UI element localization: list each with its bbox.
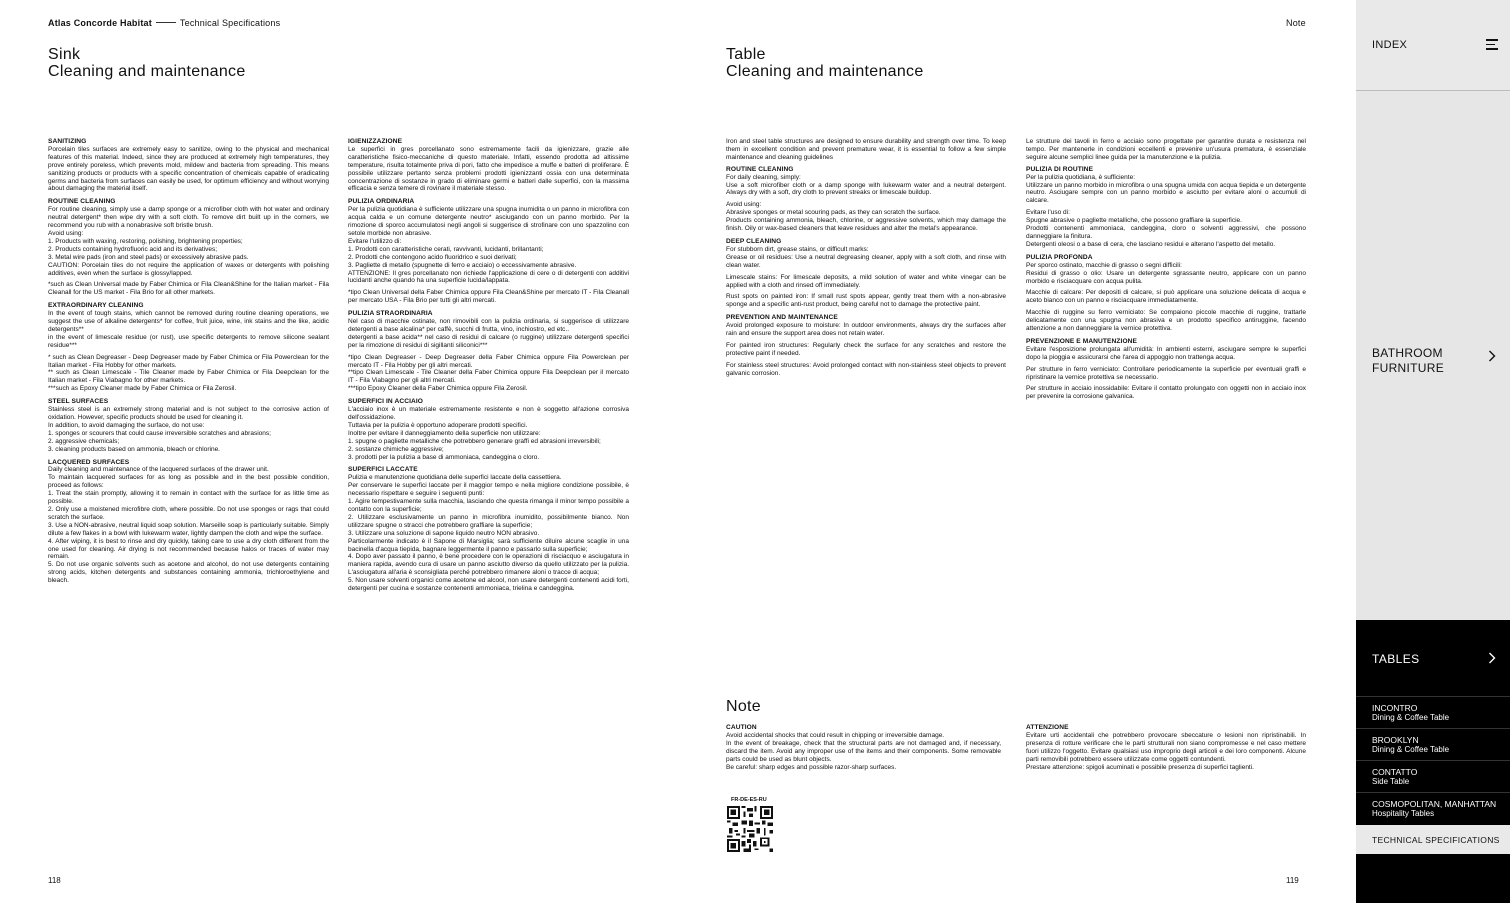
section-heading: PULIZIA DI ROUTINE	[1026, 165, 1094, 173]
text-line: Evitare l'uso di:	[1026, 209, 1070, 217]
text-line: *tipo Clean Degreaser - Deep Degreaser della Faber Chimica oppure Fila Powerclean per mercato IT - Fila Hobby per gli altri mercati.	[348, 353, 629, 369]
section-heading: PREVENTION AND MAINTENANCE	[726, 314, 838, 322]
bathroom-label-line2: FURNITURE	[1372, 361, 1445, 375]
index-button[interactable]	[1356, 0, 1510, 91]
note-title: Note	[726, 698, 761, 715]
paragraph	[1026, 346, 1306, 362]
text-line: Pulizia e manutenzione quotidiana delle superfici laccate della cassettiera.	[348, 474, 562, 482]
section	[1026, 166, 1306, 249]
sidebar-item-contatto[interactable]	[1356, 760, 1510, 792]
chevron-right-icon	[1488, 350, 1496, 362]
text-line: Avoid using:	[48, 229, 84, 237]
qr-code-icon[interactable]	[727, 806, 773, 852]
note-heading: CAUTION	[726, 724, 757, 731]
text-line: 3. Metal wire pads (iron and steel pads) or excessively abrasive pads.	[48, 253, 249, 261]
section	[48, 302, 329, 393]
text-line: **tipo Clean Limescale - Tile Cleaner della Faber Chimica oppure Fila Deepclean per il mercato IT - Fila Viabagno per gli altri mercati.	[348, 369, 629, 385]
text-line: 1. Prodotti con caratteristiche cerati, ravvivanti, lucidanti, brillantanti;	[348, 245, 544, 253]
text-line: Stainless steel is an extremely strong material and is not subject to the corrosive action of oxidation. However, specific products should be used for cleaning it.	[48, 406, 329, 421]
menu-icon[interactable]	[1486, 39, 1498, 53]
page-number: 118	[48, 876, 61, 885]
left-page	[0, 0, 678, 903]
text-line: 1. spugne o pagliette metalliche che potrebbero generare graffi ed abrasioni irreversibili;	[348, 437, 601, 445]
intro-paragraph: Iron and steel table structures are designed to ensure durability and strength over time. To keep them in excellent condition and prevent premature wear, it is essential to follow a few simple maintenance and cleaning guidelines	[726, 138, 1006, 161]
text-line: Macchie di calcare: Per depositi di calcare, si può applicare una soluzione delicata di acqua e aceto bianco con un panno e risciacquare immediatamente.	[1026, 289, 1306, 305]
text-line: 1. Agire tempestivamente sulla macchia, lasciando che questa rimanga il minor tempo possibile a contatto con la superficie;	[348, 498, 629, 513]
section	[48, 398, 329, 453]
text-line: Per sporco ostinato, macchie di grasso o segni difficili:	[1026, 261, 1182, 269]
paragraph	[726, 201, 1006, 233]
section-heading: SUPERFICI LACCATE	[348, 466, 418, 474]
running-header-right: Note	[1286, 18, 1306, 28]
text-line: 1. Products with waxing, restoring, polishing, brightening properties;	[48, 237, 243, 245]
text-line: 2. sostanze chimiche aggressive;	[348, 445, 444, 453]
sidebar-item-technical-specifications[interactable]	[1356, 825, 1510, 854]
paragraph	[1026, 174, 1306, 206]
text-column-english	[726, 138, 1006, 383]
text-line: 5. Do not use organic solvents such as acetone and alcohol, do not use detergents containing strong acids, kitchen detergents and substances containing ammonia, trichloroethylene and bleach.	[48, 561, 329, 585]
text-line: Be careful: sharp edges and possible razor-sharp surfaces.	[726, 763, 897, 771]
text-line: 3. cleaning products based on ammonia, bleach or chlorine.	[48, 445, 220, 453]
text-line: Avoid accidental shocks that could result in chipping or irreversible damage.	[726, 731, 945, 739]
text-line: Use a soft microfiber cloth or a damp sponge with lukewarm water and a neutral detergent. Always dry with a soft, dry cloth to prevent streaks or limescale buildup.	[726, 181, 1006, 197]
text-line: Utilizzare un panno morbido in microfibra o una spugna umida con acqua tiepida e un detergente neutro. Asciugare sempre con un panno morbido e asciutto per evitare aloni o accumuli di calcare.	[1026, 181, 1306, 205]
text-line: 5. Non usare solventi organici come acetone ed alcool, non usare detergenti contenenti acidi forti, detergenti per cucina e sostanze contenenti ammoniaca, trielina e candeggina.	[348, 577, 629, 593]
text-line: 2. Only use a moistened microfibre cloth, where possible. Do not use sponges or rags that could scratch the surface.	[48, 505, 329, 521]
sidebar-item-brooklyn[interactable]	[1356, 728, 1510, 760]
tables-label: TABLES	[1372, 652, 1420, 666]
page-title	[726, 46, 924, 80]
text-line: Avoid using:	[726, 201, 762, 209]
page-title-line2: Cleaning and maintenance	[726, 63, 924, 80]
paragraph	[726, 342, 1006, 358]
text-line: Tuttavia per la pulizia è opportuno adoperare prodotti specifici.	[348, 421, 528, 429]
paragraph	[1026, 289, 1306, 305]
text-line: 3. Utilizzare una soluzione di sapone liquido neutro NON abrasivo.	[348, 529, 540, 537]
qr-language-label: FR-DE-ES-RU	[731, 797, 767, 803]
item-subtitle: Side Table	[1372, 777, 1410, 786]
text-line: 3. prodotti per la pulizia a base di ammoniaca, candeggina o cloro.	[348, 453, 540, 461]
item-subtitle: Hospitality Tables	[1372, 809, 1435, 818]
text-line: Per la pulizia quotidiana è sufficiente utilizzare una spugna inumidita o un panno in microfibra con acqua calda e un comune detergente neutro* asciugando con un panno morbido. Per la rimozione di sporco accumulatosi negli angoli si suggerisce di strofinare con uno spazzolino con setole morbide non abrasive.	[348, 206, 629, 237]
bathroom-label-line1: BATHROOM	[1372, 346, 1443, 360]
text-line: Limescale stains: For limescale deposits, a mild solution of water and white vinegar can be applied with a cloth and rinsed off immediately.	[726, 273, 1006, 289]
text-line: ATTENZIONE: Il gres porcellanato non richiede l'applicazione di cere o di detergenti con additivi lucidanti anche quando ha una superficie lucida/lappata.	[348, 269, 629, 285]
text-column-italian	[1026, 138, 1306, 406]
text-column-english	[48, 138, 329, 590]
paragraph	[726, 174, 1006, 198]
section	[348, 398, 629, 461]
section-heading: PULIZIA STRAORDINARIA	[348, 310, 433, 318]
section-heading: LACQUERED SURFACES	[48, 458, 130, 466]
text-line: Evitare urti accidentali che potrebbero provocare sbeccature o lesioni non ripristinabili. In presenza di rotture verificare che le parti strutturali non siano compromesse e nel caso mettere fuori utilizzo l'oggetto. Evitare qualsiasi uso improprio degli articoli e dei loro componenti. Alcune parti removibili potrebbero essere utilizzate come oggetti contundenti.	[1026, 731, 1306, 763]
section-heading: ROUTINE CLEANING	[48, 198, 116, 206]
paragraph	[1026, 209, 1306, 249]
text-line: To maintain lacquered surfaces for as long as possible and in the best possible condition, proceed as follows:	[48, 474, 329, 490]
item-name: BROOKLYN	[1372, 735, 1419, 745]
sidebar-item-bathroom-furniture[interactable]	[1356, 92, 1510, 620]
paragraph	[1026, 262, 1306, 286]
section-heading: PULIZIA ORDINARIA	[348, 198, 415, 206]
text-line: Prestare attenzione: spigoli acuminati e possibile presenza di superfici taglienti.	[1026, 763, 1254, 771]
chevron-right-icon	[1488, 652, 1496, 664]
text-line: 3. Pagliette di metallo (spugnette di ferro e acciaio) o eccessivamente abrasive.	[348, 261, 577, 269]
note-english	[726, 724, 1001, 771]
sidebar-nav	[1356, 0, 1510, 903]
intro-paragraph: Le strutture dei tavoli in ferro e acciaio sono progettate per garantire durata e resistenza nel tempo. Per mantenerle in condizioni eccellenti e prevenire un'usura prematura, è essenziale seguire alcune semplici linee guida per la manutenzione e la pulizia.	[1026, 138, 1306, 161]
text-line: For daily cleaning, simply:	[726, 173, 801, 181]
text-line: Spugne abrasive o pagliette metalliche, che possono graffiare la superficie.	[1026, 217, 1242, 225]
page-number: 119	[1286, 876, 1299, 885]
paragraph	[1026, 385, 1306, 401]
running-header	[48, 18, 280, 28]
item-subtitle: Dining & Coffee Table	[1372, 713, 1450, 722]
text-line: 3. Use a NON-abrasive, neutral liquid soap solution. Marseille soap is particularly suitable. Simply dilute a few flakes in a bowl with lukewarm water, lightly dampen the cloth and wipe the surface.	[48, 521, 329, 537]
paragraph	[726, 293, 1006, 309]
text-line: Per strutture in ferro verniciato: Controllare periodicamente la superficie per eventuali graffi e ripristinare la vernice protettiva se necessario.	[1026, 365, 1306, 381]
paragraph	[726, 274, 1006, 290]
text-line: *such as Clean Universal made by Faber Chimica or Fila Clean&Shine for the Italian market - Fila Cleanall for the US market - Fila Brio for all other markets.	[48, 281, 329, 297]
right-page	[678, 0, 1356, 903]
text-line: Abrasive sponges or metal scouring pads, as they can scratch the surface.	[726, 209, 941, 217]
item-subtitle: Dining & Coffee Table	[1372, 745, 1450, 754]
section-heading: STEEL SURFACES	[48, 398, 109, 406]
text-line: L'acciaio inox è un materiale estremamente resistente e non è soggetto all'azione corrosiva dell'ossidazione.	[348, 406, 629, 421]
page-title-line1: Sink	[48, 46, 81, 63]
section-heading: PREVENZIONE E MANUTENZIONE	[1026, 337, 1138, 345]
text-line: *tipo Clean Universal della Faber Chimica oppure Fila Clean&Shine per mercato IT - Fila Cleanall per mercato USA - Fila Brio per tutti gli altri mercati.	[348, 289, 629, 305]
text-line: 4. Dopo aver passato il panno, è bene procedere con le operazioni di risciacquo e asciugatura in maniera rapida, avendo cura di usare un panno asciutto diverso da quello utilizzato per la pulizia. L'asciugatura all'aria è sconsigliata perché potrebbero rimanere aloni o tracce di acqua;	[348, 553, 629, 577]
text-line: In the event of tough stains, which cannot be removed during routine cleaning operations, we suggest the use of alkaline detergents* for coffee, fruit juice, wine, ink stains and the like, acidic detergents**	[48, 310, 329, 333]
text-line: In addition, to avoid damaging the surface, do not use:	[48, 421, 205, 429]
section	[726, 314, 1006, 377]
note-italian	[1026, 724, 1306, 771]
text-line: 1. Treat the stain promptly, allowing it to remain in contact with the surface for as little time as possible.	[48, 490, 329, 506]
text-line: CAUTION: Porcelain tiles do not require the application of waxes or detergents with polishing additives, even when the surface is glossy/lapped.	[48, 261, 329, 277]
section	[348, 198, 629, 305]
text-line: For stubborn dirt, grease stains, or difficult marks:	[726, 245, 869, 253]
item-name: COSMOPOLITAN, MANHATTAN	[1372, 799, 1497, 809]
paragraph	[1026, 309, 1306, 333]
section-heading: IGIENIZZAZIONE	[348, 138, 403, 145]
sidebar-item-incontro[interactable]	[1356, 696, 1510, 728]
text-line: 2. Products containing hydrofluoric acid and its derivatives;	[48, 245, 218, 253]
text-line: Porcelain tiles surfaces are extremely easy to sanitize, owing to the physical and mechanical features of this material. Indeed, since they are produced at extremely high temperatures, they prove entirely poreless, which prevents mold, mildew and bacteria from spreading. This means sanitizing products or products with a specific concentration of chemicals capable of eradicating germs and bacteria from surfaces can easily be used, for optimum efficiency and without worrying about damaging the material itself.	[48, 145, 329, 193]
paragraph	[726, 246, 1006, 270]
text-line: Inoltre per evitare il danneggiamento della superficie non utilizzare:	[348, 429, 541, 437]
page-title	[48, 46, 246, 80]
section	[1026, 254, 1306, 333]
section	[48, 459, 329, 586]
section	[48, 198, 329, 297]
header-section: Technical Specifications	[179, 18, 281, 28]
text-line: 2. Utilizzare esclusivamente un panno in microfibra inumidito, possibilmente bianco. Non utilizzare spugne o stracci che potrebbero graffiare la superficie;	[348, 513, 629, 529]
text-line: Daily cleaning and maintenance of the lacquered surfaces of the drawer unit.	[48, 466, 269, 474]
text-line: Nel caso di macchie ostinate, non rimovibili con la pulizia ordinaria, si suggerisce di utilizzare detergenti a base alcalina* per caffè, succhi di frutta, vino, inchiostro, ed etc..	[348, 318, 629, 333]
technical-specifications-label: TECHNICAL SPECIFICATIONS	[1372, 835, 1500, 845]
section	[348, 466, 629, 593]
text-line: 2. Prodotti che contengono acido fluoridrico e suoi derivati;	[348, 253, 517, 261]
text-line: Particolarmente indicato è il Sapone di Marsiglia; sarà sufficiente diluire alcune scaglie in una bacinella d'acqua tiepida, bagnare leggermente il panno e passarlo sulla superficie;	[348, 537, 629, 553]
text-line: Prodotti contenenti ammoniaca, candeggina, cloro o solventi aggressivi, che possono danneggiare la finitura.	[1026, 225, 1306, 240]
text-line: For stainless steel structures: Avoid prolonged contact with non-stainless steel objects to prevent galvanic corrosion.	[726, 361, 1006, 377]
text-line: Rust spots on painted iron: If small rust spots appear, gently treat them with a non-abrasive sponge and a specific anti-rust product, being careful not to damage the protective paint.	[726, 293, 1006, 309]
text-line: 2. aggressive chemicals;	[48, 437, 120, 445]
section	[726, 166, 1006, 233]
item-name: CONTATTO	[1372, 767, 1418, 777]
text-line: Evitare l'esposizione prolungata all'umidità: In ambienti esterni, asciugare sempre le superfici dopo la pioggia e assicurarsi che l'area di appoggio non trattenga acqua.	[1026, 345, 1306, 361]
text-line: Per conservare le superfici laccate per il maggior tempo e nella migliore condizione possibile, è necessario rispettare e seguire i seguenti punti:	[348, 482, 629, 498]
index-label: INDEX	[1372, 39, 1408, 51]
text-line: * such as Clean Degreaser - Deep Degreaser made by Faber Chimica or Fila Powerclean for the Italian market - Fila Hobby for other markets.	[48, 353, 329, 369]
text-line: For painted iron structures: Regularly check the surface for any scratches and restore the protective paint if needed.	[726, 341, 1006, 357]
text-line: ** such as Clean Limescale - Tile Cleaner made by Faber Chimica or Fila Deepclean for the Italian market - Fila Viabagno for other markets.	[48, 369, 329, 385]
section	[48, 138, 329, 193]
section	[348, 310, 629, 393]
item-name: INCONTRO	[1372, 703, 1418, 713]
text-line: ***such as Epoxy Cleaner made by Faber Chimica or Fila Zerosil.	[48, 385, 237, 393]
text-line: Per la pulizia quotidiana, è sufficiente:	[1026, 173, 1136, 181]
text-line: detergenti a base acida** nel caso di residui di calcare (o ruggine) utilizzare detergenti specifici per la rimozione di residui di sigillanti siliconici***	[348, 333, 629, 349]
text-line: Per strutture in acciaio inossidabile: Evitare il contatto prolungato con oggetti non in acciaio inox per prevenire la corrosione galvanica.	[1026, 385, 1306, 401]
text-line: Le superfici in gres porcellanato sono estremamente facili da igienizzare, grazie alle caratteristiche fisico-meccaniche di questo materiale. Infatti, essendo prodotta ad altissime temperature, risulta totalmente priva di pori, fatto che impedisce a muffe e batteri di proliferare. È possibile utilizzare pertanto senza problemi prodotti igienizzanti ossia con una determinata concentrazione di sostanze in grado di eliminare germi e batteri dalle superfici, con la massima efficacia e senza temere di rovinare il materiale stesso.	[348, 145, 629, 193]
text-line: In the event of breakage, check that the structural parts are not damaged and, if necessary, discard the item. Avoid any improper use of the items and their components. Some removable parts could be used as blunt objects.	[726, 739, 1001, 763]
sidebar-item-cosmopolitan-manhattan[interactable]	[1356, 792, 1510, 824]
section	[1026, 338, 1306, 401]
paragraph	[1026, 366, 1306, 382]
text-column-italian	[348, 138, 629, 598]
section-heading: EXTRAORDINARY CLEANING	[48, 302, 144, 310]
text-line: Grease or oil residues: Use a neutral degreasing cleaner, apply with a soft cloth, and rinse with clean water.	[726, 253, 1006, 269]
section-heading: SUPERFICI IN ACCIAIO	[348, 398, 424, 406]
note-heading: ATTENZIONE	[1026, 724, 1069, 731]
section-heading: PULIZIA PROFONDA	[1026, 253, 1093, 261]
section-heading: SANITIZING	[48, 138, 87, 145]
section	[726, 238, 1006, 309]
text-line: For routine cleaning, simply use a damp sponge or a microfiber cloth with hot water and ordinary neutral detergent* then wipe dry with a soft cloth. To remove dirt built up in the corners, we recommend you rub with a nonabrasive soft bristle brush.	[48, 206, 329, 230]
text-line: in the event of limescale residue (or rust), use specific detergents to remove silicone sealant residue***	[48, 333, 329, 349]
page-title-line1: Table	[726, 46, 766, 63]
tables-section	[1356, 620, 1510, 903]
text-line: Detergenti oleosi o a base di cera, che lasciano residui e alterano l'aspetto del metallo.	[1026, 240, 1276, 248]
text-line: Evitare l'utilizzo di:	[348, 237, 402, 245]
bathroom-furniture-label	[1372, 346, 1444, 376]
paragraph	[726, 322, 1006, 338]
text-line: Avoid prolonged exposure to moisture: In outdoor environments, always dry the surfaces after rain and ensure the support area does not retain water.	[726, 322, 1006, 338]
section	[348, 138, 629, 193]
text-line: ***tipo Epoxy Cleaner della Faber Chimica oppure Fila Zerosil.	[348, 385, 528, 393]
section-heading: DEEP CLEANING	[726, 237, 782, 245]
text-line: Residui di grasso o olio: Usare un detergente sgrassante neutro, applicare con un panno morbido e risciacquare con acqua pulita.	[1026, 269, 1306, 285]
text-line: Products containing ammonia, bleach, chlorine, or aggressive solvents, which may damage the finish. Oily or wax-based cleaners that leave residues and alter the metal's appearance.	[726, 217, 1006, 233]
text-line: 1. sponges or scourers that could cause irreversible scratches and abrasions;	[48, 429, 271, 437]
brand-name: Atlas Concorde Habitat	[48, 18, 152, 28]
section-heading: ROUTINE CLEANING	[726, 165, 794, 173]
text-line: 4. After wiping, it is best to rinse and dry quickly, taking care to use a dry cloth different from the one used for cleaning. Air drying is not recommended because halos or traces of water may remain.	[48, 537, 329, 561]
sidebar-item-tables[interactable]	[1356, 620, 1510, 696]
paragraph	[726, 362, 1006, 378]
text-line: Macchie di ruggine su ferro verniciato: Se compaiono piccole macchie di ruggine, trattarle delicatamente con una spugna non abrasiva e un prodotto specifico antiruggine, facendo attenzione a non danneggiare la vernice protettiva.	[1026, 309, 1306, 333]
page-title-line2: Cleaning and maintenance	[48, 63, 246, 80]
